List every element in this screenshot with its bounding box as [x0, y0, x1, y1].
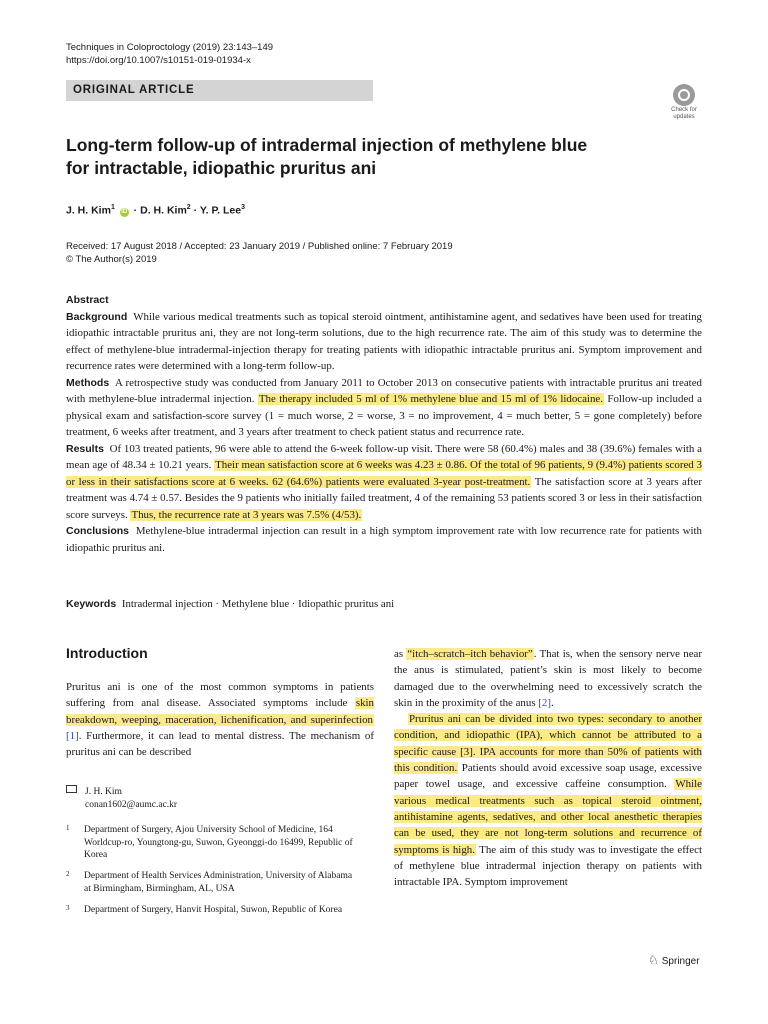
- abstract-conclusions: [66, 523, 702, 556]
- abstract-heading: Abstract: [66, 294, 109, 306]
- check-for-updates-badge[interactable]: [665, 84, 703, 121]
- body-text: Pruritus ani is one of the most common symptoms in patients suffering from anal disease. Associated symptoms include: [66, 681, 374, 710]
- corresponding-author: [66, 785, 177, 811]
- author-2-affil: 2: [186, 204, 191, 211]
- intro-paragraph-2: [394, 646, 702, 711]
- doi-link[interactable]: https://doi.org/10.1007/s10151-019-01934-x: [66, 55, 251, 66]
- body-text: . Furthermore, it can lead to mental distress. The mechanism of pruritus ani can be described: [66, 729, 374, 759]
- affiliation-2: [66, 870, 356, 895]
- methods-text-2: Follow-up included a physical exam and satisfaction-score survey (1 = much worse, 2 = worse, 3 = no improvement, 4 = much better, 5 = gone completely) before treatment, 6 weeks after treatment, and 3 years after treatment to check patient status and recurrence rate.: [66, 393, 702, 438]
- methods-label: Methods: [66, 376, 110, 389]
- author-separator: ·: [190, 204, 200, 217]
- check-updates-label: Check for: [671, 107, 697, 113]
- affiliation-3: [66, 904, 356, 917]
- affil-text: Department of Surgery, Hanvit Hospital, Suwon, Republic of Korea: [84, 905, 343, 915]
- highlight: Pruritus ani can be divided into two types: secondary to another condition, and idiopathic (IPA), which cannot be attributed to a specific cause [3]. IPA accounts for more than 50% of patients with this condition.: [394, 713, 702, 775]
- abstract-methods: [66, 375, 702, 441]
- author-1[interactable]: J. H. Kim: [66, 204, 111, 217]
- abstract-results: [66, 441, 702, 524]
- abstract: [66, 292, 702, 556]
- publication-dates: [66, 241, 453, 266]
- publisher-name: Springer: [661, 956, 700, 967]
- publisher-logo: [648, 953, 700, 967]
- author-1-affil: 1: [110, 204, 115, 211]
- background-text: While various medical treatments such as topical steroid ointment, antihistamine agent, and sedatives have been used for treating idiopathic intractable pruritus ani, they are not long-term solutions, due to the high recurrence rate. The aim of this study was to determine the effect of methylene-blue intradermal-injection therapy for treating patients with idiopathic intractable pruritus ani. Symptom improvement and recurrence rates were determined with a long-term follow-up.: [66, 310, 702, 372]
- affil-text: Department of Health Services Administration, University of Alabama at Birmingham, Birmingham, AL, USA: [84, 871, 353, 894]
- journal-citation: Techniques in Coloproctology (2019) 23:143–149: [66, 42, 274, 53]
- title-line-2: for intractable, idiopathic pruritus ani: [66, 158, 377, 178]
- conclusions-label: Conclusions: [66, 525, 130, 537]
- body-text: . That is, when the sensory nerve near the anus is stimulated, patient’s skin is most likely to become damaged due to the overwhelming need to excessively scratch the skin in the proximity of the anus: [394, 648, 702, 709]
- abstract-background: [66, 309, 702, 375]
- highlight: skin breakdown, weeping, maceration, lichenification, and superinfection: [66, 697, 374, 726]
- article-title: [66, 134, 656, 180]
- copyright-line: © The Author(s) 2019: [66, 253, 157, 265]
- title-line-1: Long-term follow-up of intradermal injection of methylene blue: [66, 135, 588, 155]
- author-list: [66, 204, 245, 217]
- affiliation-1: [66, 824, 356, 862]
- body-text: .: [551, 696, 554, 709]
- highlight: Their mean satisfaction score at 6 weeks was 4.23 ± 0.86. Of the total of 96 patients, 9 (9.4%) patients scored 3 or less in their satisfactions score at 6 weeks. 62 (64.6%) patients were evaluated 3-year post-treatment.: [66, 459, 702, 488]
- affil-number: 1: [66, 824, 70, 832]
- article-type-banner: ORIGINAL ARTICLE: [66, 80, 373, 101]
- envelope-icon: [66, 785, 77, 793]
- results-text: Of 103 treated patients, 96 were able to attend the 6-week follow-up visit. There were 58 (60.4%) males and 38 (39.6%) females with a mean age of 48.34 ± 10.21 years.: [66, 442, 702, 471]
- highlight: “itch–scratch–itch behavior”: [407, 648, 533, 660]
- highlight: While various medical treatments such as topical steroid ointment, antihistamine agents, sedatives, and other local anesthetic therapies can be used, they are not long-term solutions and recurrence of symptoms is high.: [394, 778, 702, 856]
- results-label: Results: [66, 442, 104, 455]
- body-text: Patients should avoid excessive soap usage, excessive paper towel usage, and excessive caffeine consumption.: [394, 762, 702, 791]
- conclusions-text: Methylene-blue intradermal injection can result in a high symptom improvement rate with low recurrence rate for patients with idiopathic pruritus ani.: [66, 525, 702, 554]
- check-updates-icon: [673, 84, 695, 106]
- dates-line: Received: 17 August 2018 / Accepted: 23 January 2019 / Published online: 7 February 2019: [66, 241, 453, 252]
- journal-header: [66, 41, 273, 67]
- body-text: as: [394, 648, 404, 660]
- citation-link[interactable]: [1]: [66, 729, 79, 742]
- affil-text: Department of Surgery, Ajou University School of Medicine, 164 Worldcup-ro, Youngtong-gu, Suwon, Gyeonggi-do 16499, Republic of Korea: [84, 825, 353, 860]
- body-text: The aim of this study was to investigate the effect of methylene blue intradermal injection therapy on patients with intractable IPA. Symptom improvement: [394, 843, 702, 889]
- citation-link[interactable]: [2]: [538, 696, 551, 709]
- methods-text: A retrospective study was conducted from January 2011 to October 2013 on consecutive patients with intractable pruritus ani treated with methylene-blue intradermal injection.: [66, 376, 702, 405]
- highlight: Thus, the recurrence rate at 3 years was 7.5% (4/53).: [131, 508, 362, 521]
- keywords-label: Keywords: [66, 598, 117, 610]
- corr-name: J. H. Kim: [85, 787, 122, 797]
- corr-email-link[interactable]: conan1602@aumc.ac.kr: [85, 799, 178, 810]
- keywords-text: Intradermal injection · Methylene blue · Idiopathic pruritus ani: [121, 598, 395, 610]
- background-label: Background: [66, 310, 128, 323]
- author-2[interactable]: D. H. Kim: [140, 204, 187, 217]
- affil-number: 3: [66, 904, 70, 912]
- intro-paragraph-3: [394, 711, 702, 890]
- highlight: The therapy included 5 ml of 1% methylene blue and 15 ml of 1% lidocaine.: [258, 393, 603, 405]
- check-updates-label-2: updates: [673, 114, 695, 120]
- orcid-icon[interactable]: iD: [121, 208, 128, 215]
- affil-number: 2: [66, 870, 70, 878]
- results-text-2: The satisfaction score at 3 years after treatment was 4.74 ± 0.57. Besides the 9 patients who initially failed treatment, 4 of the remaining 53 patients scored 3 or less in their satisfaction score surveys.: [66, 475, 703, 521]
- author-3[interactable]: Y. P. Lee: [199, 204, 242, 217]
- keywords: [66, 598, 394, 610]
- section-heading: Introduction: [66, 645, 148, 661]
- springer-horse-icon: ♘: [648, 953, 659, 967]
- author-3-affil: 3: [241, 204, 246, 211]
- author-separator: ·: [130, 204, 141, 217]
- right-column: [394, 646, 702, 890]
- intro-paragraph-1: [66, 679, 374, 760]
